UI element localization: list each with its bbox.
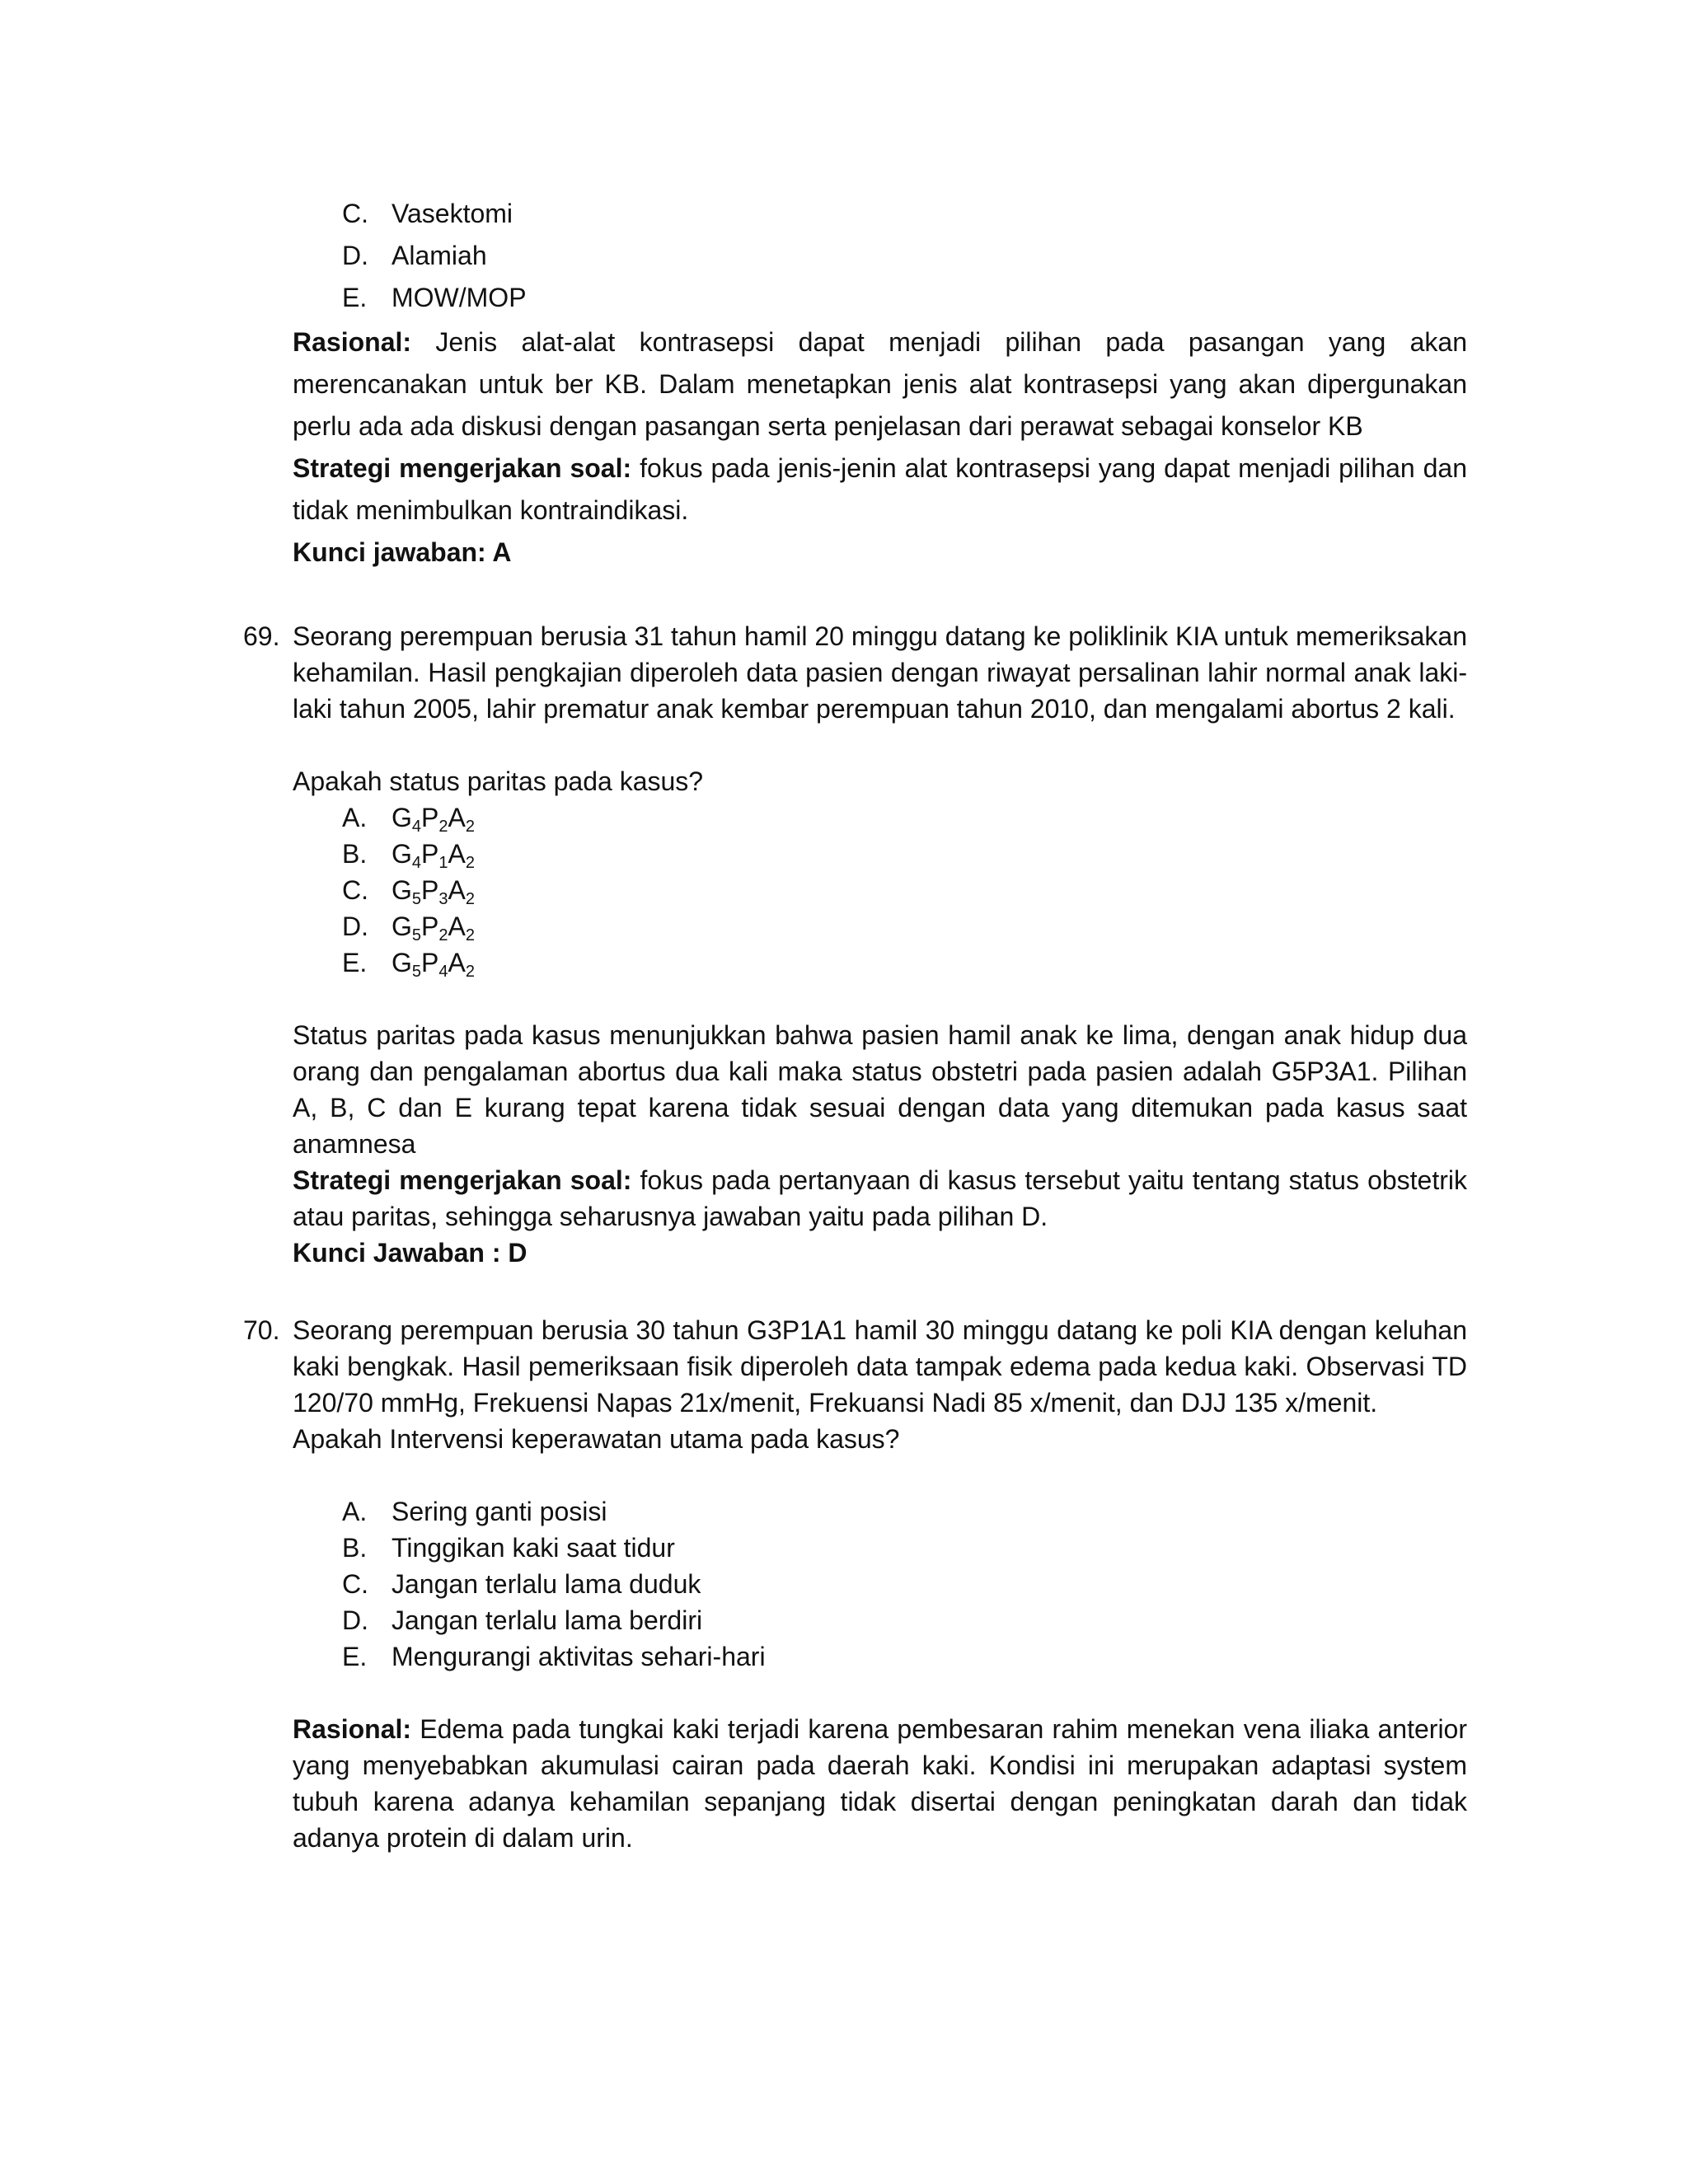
g-value: 5 (411, 890, 422, 908)
a-value: 2 (465, 890, 475, 908)
strategi-label: Strategi mengerjakan soal: (293, 1165, 632, 1195)
p-value: 4 (438, 963, 448, 981)
q69-option-d: D. $G_5P_2A_2$ (342, 908, 475, 944)
option-text: Vasektomi (392, 199, 513, 228)
option-text: Mengurangi aktivitas sehari-hari (392, 1642, 766, 1671)
q69-number: 69. (243, 621, 280, 651)
q68-option-d (342, 237, 487, 274)
option-letter: B. (342, 1533, 368, 1563)
option-letter: C. (342, 1569, 368, 1599)
q70-option-b (342, 1530, 675, 1566)
p-value: 2 (438, 926, 448, 944)
g-value: 4 (411, 854, 422, 872)
q70-question: Apakah Intervensi keperawatan utama pada kasus? (293, 1424, 900, 1454)
answer-key-text: Kunci Jawaban : D (293, 1238, 528, 1268)
p-value: 1 (438, 854, 448, 872)
rasional-label: Rasional: (293, 1714, 412, 1744)
q69-option-b: B. $G_4P_1A_2$ (342, 836, 475, 872)
q69-answer-key (293, 1235, 1467, 1271)
option-text: Alamiah (392, 241, 487, 270)
q69-explanation: Status paritas pada kasus menunjukkan bahwa pasien hamil anak ke lima, dengan anak hidup dua orang dan pengalaman abortus dua kali maka status obstetri pada pasien adalah G5P3A1. Pilihan A, B, C dan E kurang tepat karena tidak sesuai dengan data yang ditemukan pada kasus saat anamnesa (293, 1020, 1467, 1159)
strategi-text: fokus pada jenis-jenin alat kontrasepsi yang dapat menjadi pilihan dan tidak menimbulkan kontraindikasi. (293, 453, 1468, 525)
q68-strategi (293, 448, 1467, 532)
g-value: 5 (411, 963, 422, 981)
option-letter: C. (342, 875, 368, 905)
q69-strategi (293, 1162, 1467, 1235)
option-letter: D. (342, 241, 368, 270)
option-text: Jangan terlalu lama duduk (392, 1569, 701, 1599)
option-letter: E. (342, 948, 368, 977)
rasional-text: Edema pada tungkai kaki terjadi karena pembesaran rahim menekan vena iliaka anterior yang menyebabkan akumulasi cairan pada daerah kaki. Kondisi ini merupakan adaptasi system tubuh karena adanya kehamilan sepanjang tidak disertai dengan peningkatan darah dan tidak adanya protein di dalam urin. (293, 1714, 1467, 1853)
q68-rasional (293, 321, 1467, 448)
q69-option-a: A. $G_4P_2A_2$ (342, 799, 475, 836)
option-text: Tinggikan kaki saat tidur (392, 1533, 675, 1563)
q69-option-c: C. $G_5P_3A_2$ (342, 872, 475, 908)
q70-option-a (342, 1493, 607, 1530)
q68-option-c (342, 195, 513, 232)
q69-option-e: E. $G_5P_4A_2$ (342, 944, 475, 981)
strategi-text: fokus pada pertanyaan di kasus tersebut yaitu tentang status obstetrik atau paritas, sehingga seharusnya jawaban yaitu pada pilihan D. (293, 1165, 1468, 1231)
a-value: 2 (465, 963, 475, 981)
rasional-label: Rasional: (293, 327, 412, 357)
g-value: 5 (411, 926, 422, 944)
p-value: 2 (438, 818, 448, 836)
strategi-label: Strategi mengerjakan soal: (293, 453, 632, 483)
q70-rasional (293, 1711, 1467, 1856)
q70-number: 70. (243, 1315, 280, 1345)
q69-stem: Seorang perempuan berusia 31 tahun hamil 20 minggu datang ke poliklinik KIA untuk memeriksakan kehamilan. Hasil pengkajian diperoleh data pasien dengan riwayat persalinan lahir normal anak laki-laki tahun 2005, lahir prematur anak kembar perempuan tahun 2010, dan mengalami abortus 2 kali. (293, 621, 1467, 724)
option-text: MOW/MOP (392, 283, 527, 312)
rasional-text: Jenis alat-alat kontrasepsi dapat menjadi pilihan pada pasangan yang akan merencanakan untuk ber KB. Dalam menetapkan jenis alat kontrasepsi yang akan dipergunakan perlu ada ada diskusi dengan pasangan serta penjelasan dari perawat sebagai konselor KB (293, 327, 1467, 441)
option-text: Sering ganti posisi (392, 1497, 607, 1526)
option-text: Jangan terlalu lama berdiri (392, 1605, 703, 1635)
q70-option-c (342, 1566, 701, 1602)
a-value: 2 (465, 854, 475, 872)
a-value: 2 (465, 926, 475, 944)
option-letter: C. (342, 199, 368, 228)
q68-option-e (342, 279, 527, 316)
p-value: 3 (438, 890, 448, 908)
option-letter: A. (342, 803, 368, 832)
q70-option-e (342, 1638, 766, 1675)
a-value: 2 (465, 818, 475, 836)
option-letter: A. (342, 1497, 368, 1526)
q70-option-d (342, 1602, 702, 1638)
option-letter: B. (342, 839, 368, 869)
q69-question: Apakah status paritas pada kasus? (293, 766, 704, 796)
option-letter: D. (342, 912, 368, 941)
q70-stem: Seorang perempuan berusia 30 tahun G3P1A1 hamil 30 minggu datang ke poli KIA dengan keluhan kaki bengkak. Hasil pemeriksaan fisik diperoleh data tampak edema pada kedua kaki. Observasi TD 120/70 mmHg, Frekuensi Napas 21x/menit, Frekuansi Nadi 85 x/menit, dan DJJ 135 x/menit. (293, 1315, 1467, 1418)
g-value: 4 (411, 818, 422, 836)
option-letter: D. (342, 1605, 368, 1635)
option-letter: E. (342, 1642, 368, 1671)
option-letter: E. (342, 283, 368, 312)
answer-key-text: Kunci jawaban: A (293, 537, 512, 567)
q68-answer-key (293, 532, 1467, 574)
